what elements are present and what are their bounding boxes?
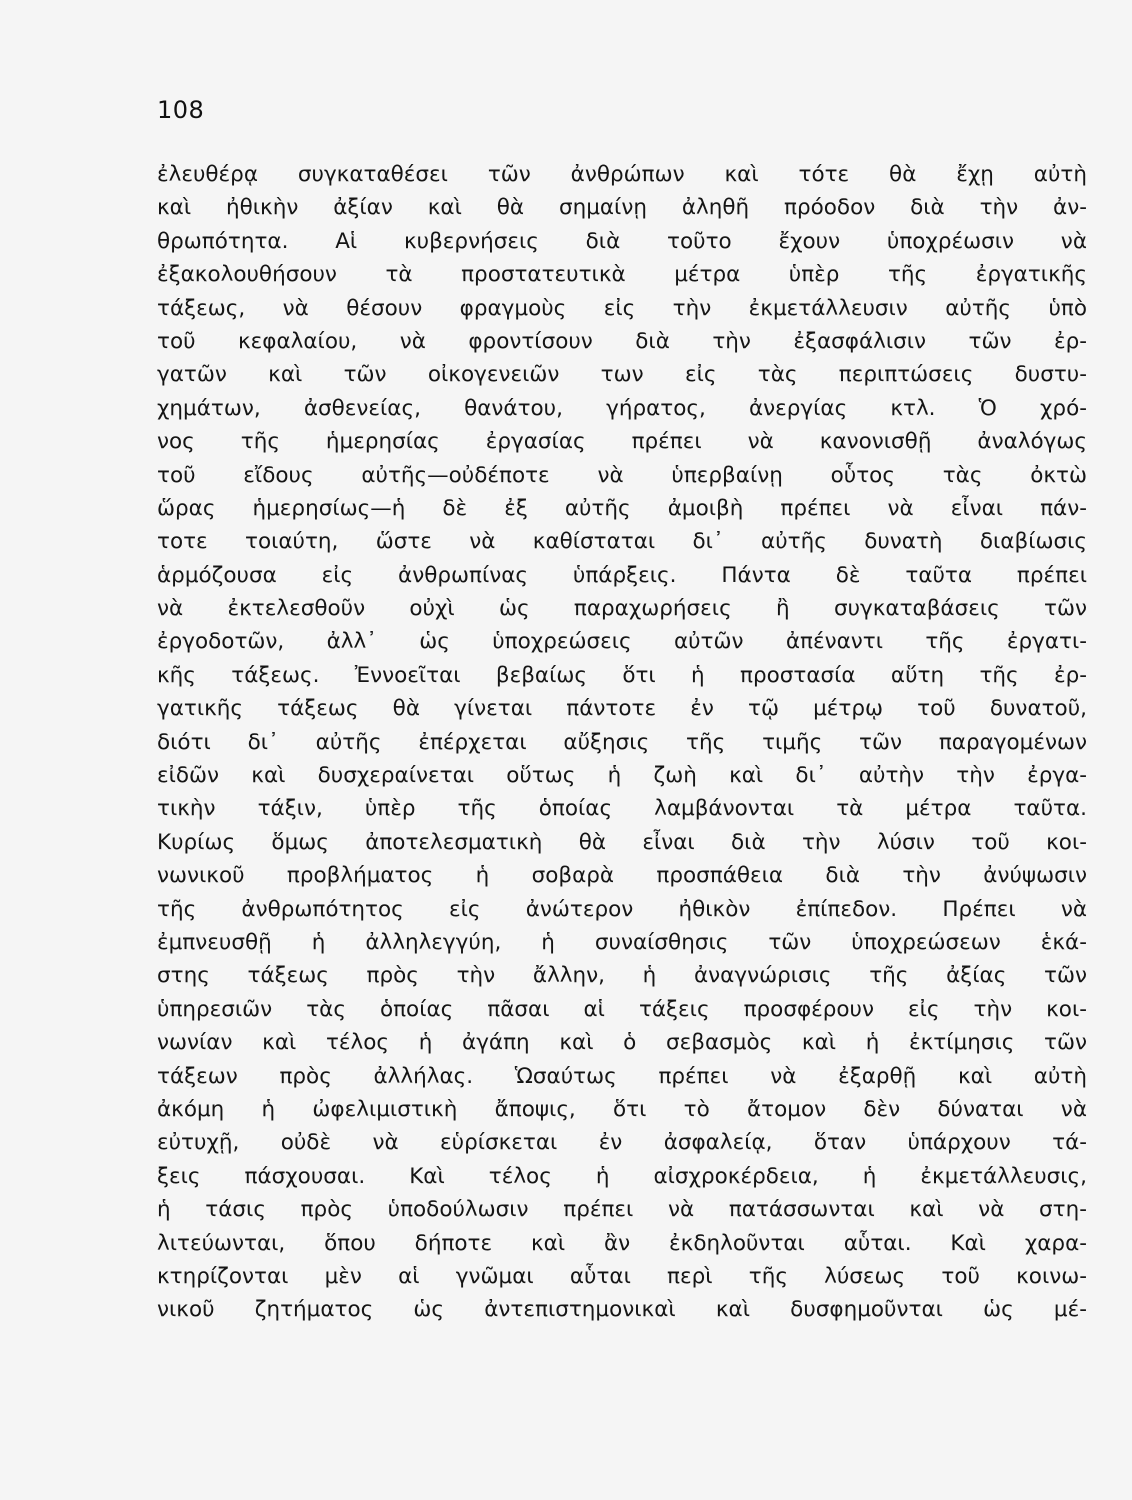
text-line: κτηρίζονται μὲν αἱ γνῶμαι αὗται περὶ τῆς λύσεως τοῦ κοινω-	[157, 1263, 1087, 1289]
text-line: τοῦ κεφαλαίου, νὰ φροντίσουν διὰ τὴν ἐξασφάλισιν τῶν ἐρ-	[157, 328, 1087, 354]
text-line: ξεις πάσχουσαι. Καὶ τέλος ἡ αἰσχροκέρδεια, ἡ ἐκμετάλλευσις,	[157, 1163, 1087, 1189]
text-line: ἐμπνευσθῇ ἡ ἀλληλεγγύη, ἡ συναίσθησις τῶν ὑποχρεώσεων ἑκά-	[157, 929, 1087, 955]
text-line: ἁρμόζουσα εἰς ἀνθρωπίνας ὑπάρξεις. Πάντα δὲ ταῦτα πρέπει	[157, 562, 1087, 588]
text-line: νος τῆς ἡμερησίας ἐργασίας πρέπει νὰ κανονισθῇ ἀναλόγως	[157, 429, 1087, 455]
text-line: χημάτων, ἀσθενείας, θανάτου, γήρατος, ἀνεργίας κτλ. Ὁ χρό-	[157, 395, 1087, 421]
text-line: νὰ ἐκτελεσθοῦν οὐχὶ ὡς παραχωρήσεις ἢ συγκαταβάσεις τῶν	[157, 596, 1087, 622]
text-line: καὶ ἠθικὴν ἀξίαν καὶ θὰ σημαίνῃ ἀληθῆ πρόοδον διὰ τὴν ἀν-	[157, 195, 1087, 221]
text-line: τῆς ἀνθρωπότητος εἰς ἀνώτερον ἠθικὸν ἐπίπεδον. Πρέπει νὰ	[157, 896, 1087, 922]
text-line: ἐργοδοτῶν, ἀλλ᾽ ὡς ὑποχρεώσεις αὐτῶν ἀπέναντι τῆς ἐργατι-	[157, 629, 1087, 655]
body-text	[157, 158, 1087, 1327]
text-line: λιτεύωνται, ὅπου δήποτε καὶ ἂν ἐκδηλοῦνται αὗται. Καὶ χαρα-	[157, 1230, 1087, 1256]
text-line: τοτε τοιαύτη, ὥστε νὰ καθίσταται δι᾽ αὐτῆς δυνατὴ διαβίωσις	[157, 529, 1087, 555]
text-line: εἰδῶν καὶ δυσχεραίνεται οὕτως ἡ ζωὴ καὶ δι᾽ αὐτὴν τὴν ἐργα-	[157, 763, 1087, 789]
text-line: ὥρας ἡμερησίως—ἡ δὲ ἐξ αὐτῆς ἀμοιβὴ πρέπει νὰ εἶναι πάν-	[157, 495, 1087, 521]
page-number: 108	[157, 96, 205, 124]
text-line: νωνίαν καὶ τέλος ἡ ἀγάπη καὶ ὁ σεβασμὸς καὶ ἡ ἐκτίμησις τῶν	[157, 1030, 1087, 1056]
text-line: τοῦ εἴδους αὐτῆς—οὐδέποτε νὰ ὑπερβαίνῃ οὗτος τὰς ὀκτὼ	[157, 462, 1087, 488]
text-line: ἀκόμη ἡ ὠφελιμιστικὴ ἄποψις, ὅτι τὸ ἄτομον δὲν δύναται νὰ	[157, 1096, 1087, 1122]
text-line: γατικῆς τάξεως θὰ γίνεται πάντοτε ἐν τῷ μέτρῳ τοῦ δυνατοῦ,	[157, 696, 1087, 722]
text-line: διότι δι᾽ αὐτῆς ἐπέρχεται αὔξησις τῆς τιμῆς τῶν παραγομένων	[157, 729, 1087, 755]
text-line: ὑπηρεσιῶν τὰς ὁποίας πᾶσαι αἱ τάξεις προσφέρουν εἰς τὴν κοι-	[157, 996, 1087, 1022]
text-line: στης τάξεως πρὸς τὴν ἄλλην, ἡ ἀναγνώρισις τῆς ἀξίας τῶν	[157, 963, 1087, 989]
text-line: ἐλευθέρᾳ συγκαταθέσει τῶν ἀνθρώπων καὶ τότε θὰ ἔχῃ αὐτὴ	[157, 162, 1087, 187]
text-line: νωνικοῦ προβλήματος ἡ σοβαρὰ προσπάθεια διὰ τὴν ἀνύψωσιν	[157, 863, 1087, 889]
text-line: γατῶν καὶ τῶν οἰκογενειῶν των εἰς τὰς περιπτώσεις δυστυ-	[157, 362, 1087, 388]
text-line: ἐξακολουθήσουν τὰ προστατευτικὰ μέτρα ὑπὲρ τῆς ἐργατικῆς	[157, 262, 1087, 288]
text-line: νικοῦ ζητήματος ὡς ἀντεπιστημονικαὶ καὶ δυσφημοῦνται ὡς μέ-	[157, 1297, 1087, 1323]
text-line: τικὴν τάξιν, ὑπὲρ τῆς ὁποίας λαμβάνονται τὰ μέτρα ταῦτα.	[157, 796, 1087, 822]
text-line: τάξεως, νὰ θέσουν φραγμοὺς εἰς τὴν ἐκμετάλλευσιν αὐτῆς ὑπὸ	[157, 295, 1087, 321]
text-line: Κυρίως ὅμως ἀποτελεσματικὴ θὰ εἶναι διὰ τὴν λύσιν τοῦ κοι-	[157, 829, 1087, 855]
text-line: εὐτυχῇ, οὐδὲ νὰ εὑρίσκεται ἐν ἀσφαλείᾳ, ὅταν ὑπάρχουν τά-	[157, 1130, 1087, 1156]
text-line: κῆς τάξεως. Ἐννοεῖται βεβαίως ὅτι ἡ προστασία αὕτη τῆς ἐρ-	[157, 662, 1087, 688]
text-line: ἡ τάσις πρὸς ὑποδούλωσιν πρέπει νὰ πατάσσωνται καὶ νὰ στη-	[157, 1197, 1087, 1223]
text-line: θρωπότητα. Αἱ κυβερνήσεις διὰ τοῦτο ἔχουν ὑποχρέωσιν νὰ	[157, 228, 1087, 254]
text-line: τάξεων πρὸς ἀλλήλας. Ὡσαύτως πρέπει νὰ ἐξαρθῇ καὶ αὐτὴ	[157, 1063, 1087, 1089]
